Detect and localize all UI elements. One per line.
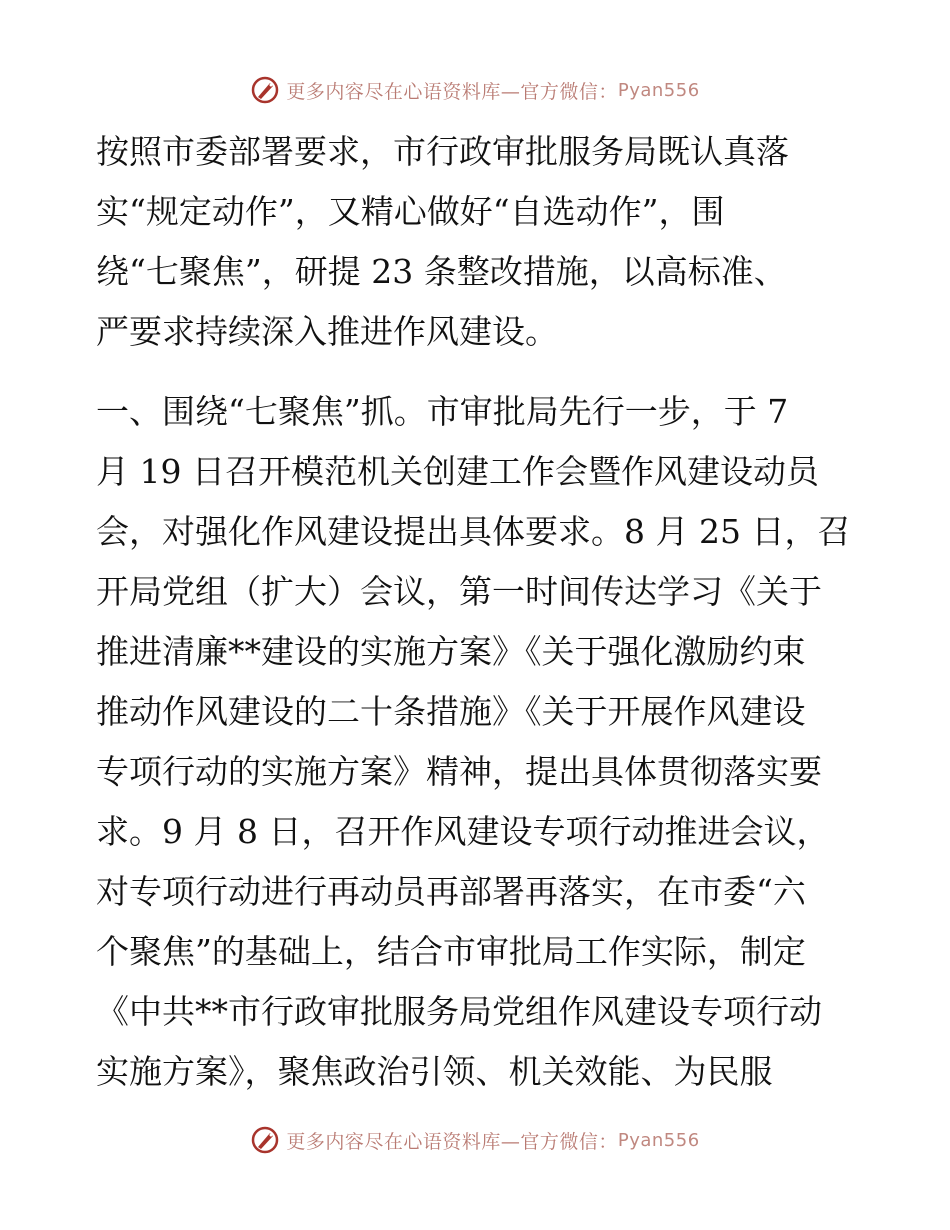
text-line: 《中共**市行政审批服务局党组作风建设专项行动: [96, 992, 822, 1031]
text-line: 一、围绕“七聚焦”抓。市审批局先行一步，于 7: [96, 392, 789, 431]
text-line: 对专项行动进行再动员再部署再落实，在市委“六: [96, 872, 806, 911]
footer-wechat-id: Pyan556: [617, 1129, 700, 1151]
header-watermark-text: 更多内容尽在心语资料库—官方微信：: [286, 80, 618, 103]
pen-nib-logo-icon: [250, 1125, 280, 1155]
pen-nib-logo-icon: [250, 75, 280, 105]
text-line: 会，对强化作风建设提出具体要求。8 月 25 日，召: [96, 512, 851, 551]
text-line: 求。9 月 8 日，召开作风建设专项行动推进会议，: [96, 812, 830, 851]
text-line: 月 19 日召开模范机关创建工作会暨作风建设动员: [96, 452, 819, 491]
footer-watermark: [0, 1120, 950, 1160]
paragraph-gap: [96, 362, 856, 382]
text-line: 推进清廉**建设的实施方案》《关于强化激励约束: [96, 632, 806, 671]
document-body: [96, 122, 856, 1102]
paragraph-section-one: [96, 382, 856, 1102]
text-line: 严要求持续深入推进作风建设。: [96, 312, 558, 351]
text-line: 推动作风建设的二十条措施》《关于开展作风建设: [96, 692, 806, 731]
footer-watermark-text: 更多内容尽在心语资料库—官方微信：: [286, 1130, 618, 1153]
text-line: 实施方案》，聚焦政治引领、机关效能、为民服: [96, 1052, 773, 1091]
text-line: 实“规定动作”，又精心做好“自选动作”，围: [96, 192, 725, 231]
text-line: 按照市委部署要求，市行政审批服务局既认真落: [96, 132, 789, 171]
header-watermark: [0, 70, 950, 110]
text-line: 开局党组（扩大）会议，第一时间传达学习《关于: [96, 572, 822, 611]
paragraph-intro: [96, 122, 856, 362]
text-line: 个聚焦”的基础上，结合市审批局工作实际，制定: [96, 932, 806, 971]
text-line: 专项行动的实施方案》精神，提出具体贯彻落实要: [96, 752, 822, 791]
header-wechat-id: Pyan556: [617, 79, 700, 101]
text-line: 绕“七聚焦”，研提 23 条整改措施，以高标准、: [96, 252, 787, 291]
